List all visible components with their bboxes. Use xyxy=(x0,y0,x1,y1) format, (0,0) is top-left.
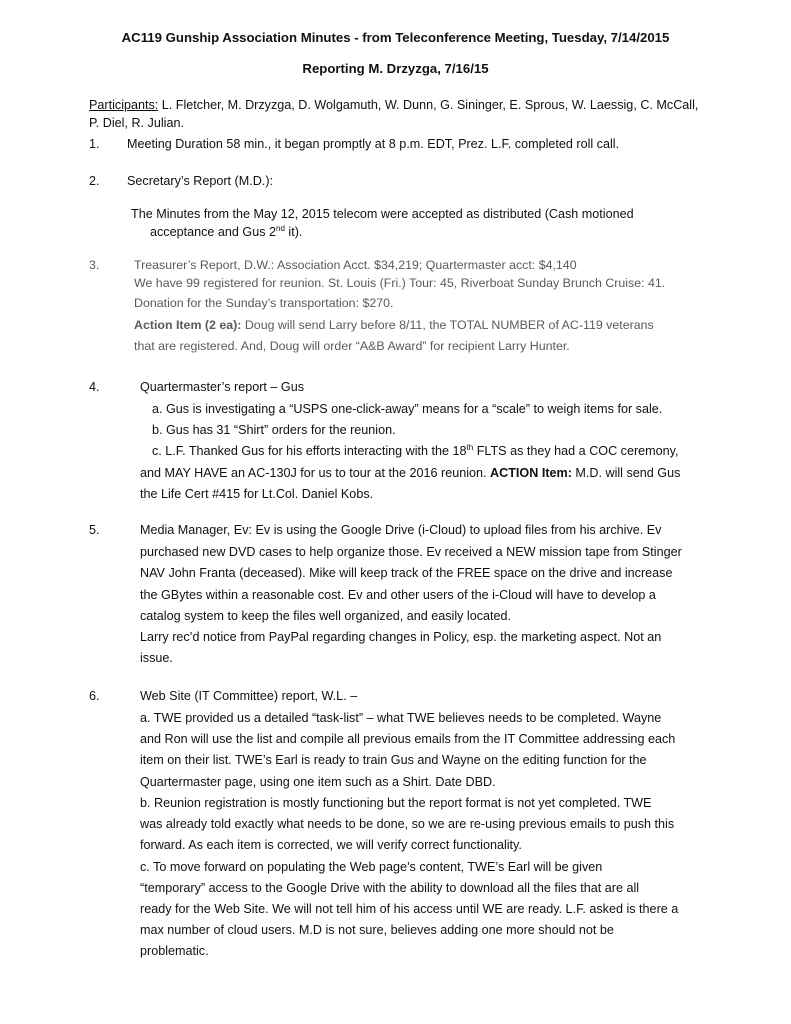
item-6-line-2: a. TWE provided us a detailed “task-list” – what TWE believes needs to be completed. Wayne xyxy=(140,711,662,725)
item-4-number: 4. xyxy=(89,380,100,394)
item-4-c-line-2: and MAY HAVE an AC-130J for us to tour at the 2016 reunion. ACTION Item: M.D. will send Gus xyxy=(140,466,681,480)
item-4-heading: Quartermaster’s report – Gus xyxy=(140,380,305,394)
item-6-number: 6. xyxy=(89,689,100,703)
item-2-body-line-1: The Minutes from the May 12, 2015 telecom were accepted as distributed (Cash motioned xyxy=(131,207,634,221)
item-6-line-9: c. To move forward on populating the Web page’s content, TWE’s Earl will be given xyxy=(140,860,603,874)
item-6-line-1: Web Site (IT Committee) report, W.L. – xyxy=(140,689,358,703)
item-3-line-3: Donation for the Sunday’s transportation: $270. xyxy=(134,296,394,310)
item-5-line-2: purchased new DVD cases to help organize those. Ev received a NEW mission tape from Stinger xyxy=(140,545,682,559)
item-6-line-12: max number of cloud users. M.D is not sure, believes adding one more should not be xyxy=(140,923,614,937)
item-6-line-4: item on their list. TWE’s Earl is ready to train Gus and Wayne on the editing function for the xyxy=(140,753,647,767)
item-5-line-4: the GBytes within a reasonable cost. Ev and other users of the i-Cloud will have to develop a xyxy=(140,588,656,602)
item-3-line-2: We have 99 registered for reunion. St. Louis (Fri.) Tour: 45, Riverboat Sunday Brunch Cruise: 41. xyxy=(134,276,666,290)
item-1-text: Meeting Duration 58 min., it began promptly at 8 p.m. EDT, Prez. L.F. completed roll call. xyxy=(127,137,620,151)
item-2-number: 2. xyxy=(89,174,100,188)
item-3-line-5: that are registered. And, Doug will order “A&B Award” for recipient Larry Hunter. xyxy=(134,339,570,353)
item-4-b: b. Gus has 31 “Shirt” orders for the reunion. xyxy=(152,423,396,437)
item-5-line-1: Media Manager, Ev: Ev is using the Google Drive (i-Cloud) to upload files from his archive. Ev xyxy=(140,523,662,537)
item-4-c-line-3: the Life Cert #415 for Lt.Col. Daniel Kobs. xyxy=(140,487,374,501)
item-3-line-4: Action Item (2 ea): Doug will send Larry before 8/11, the TOTAL NUMBER of AC-119 veterans xyxy=(134,318,654,332)
item-5-line-7: issue. xyxy=(140,651,173,665)
item-5-line-3: NAV John Franta (deceased). Mike will keep track of the FREE space on the drive and increase xyxy=(140,566,673,580)
participants xyxy=(89,96,709,132)
document-title: AC119 Gunship Association Minutes - from Teleconference Meeting, Tuesday, 7/14/2015 xyxy=(121,30,670,45)
item-1-number: 1. xyxy=(89,137,100,151)
item-3-line-1: Treasurer’s Report, D.W.: Association Acct. $34,219; Quartermaster acct: $4,140 xyxy=(134,258,577,272)
item-6-line-8: forward. As each item is corrected, we will verify correct functionality. xyxy=(140,838,522,852)
item-6-line-7: was already told exactly what needs to be done, so we are re-using previous emails to push this xyxy=(140,817,675,831)
item-2-body-line-2: acceptance and Gus 2nd it). xyxy=(150,223,303,239)
participants-names: L. Fletcher, M. Drzyzga, D. Wolgamuth, W. Dunn, G. Sininger, E. Sprous, W. Laessig, C. McCall, P. Diel, R. Julian. xyxy=(89,98,699,130)
item-4-a: a. Gus is investigating a “USPS one-click-away” means for a “scale” to weigh items for sale. xyxy=(152,402,663,416)
item-3-number: 3. xyxy=(89,258,100,272)
item-4-c-line-1: c. L.F. Thanked Gus for his efforts interacting with the 18th FLTS as they had a COC ceremony, xyxy=(152,442,679,458)
document-subtitle: Reporting M. Drzyzga, 7/16/15 xyxy=(302,61,489,76)
item-5-number: 5. xyxy=(89,523,100,537)
item-2-heading: Secretary’s Report (M.D.): xyxy=(127,174,274,188)
item-6-line-11: ready for the Web Site. We will not tell him of his access until WE are ready. L.F. asked is there a xyxy=(140,902,679,916)
item-6-line-3: and Ron will use the list and compile all previous emails from the IT Committee addressing each xyxy=(140,732,676,746)
participants-label: Participants: xyxy=(89,98,159,112)
item-6-line-6: b. Reunion registration is mostly functioning but the report format is not yet completed. TWE xyxy=(140,796,652,810)
item-5-line-6: Larry rec’d notice from PayPal regarding changes in Policy, esp. the marketing aspect. Not an xyxy=(140,630,662,644)
item-6-line-13: problematic. xyxy=(140,944,209,958)
item-6-line-10: “temporary” access to the Google Drive with the ability to download all the files that are all xyxy=(140,881,640,895)
item-5-line-5: catalog system to keep the files well organized, and easily located. xyxy=(140,609,512,623)
item-6-line-5: Quartermaster page, using one item such as a Shirt. Date DBD. xyxy=(140,775,496,789)
